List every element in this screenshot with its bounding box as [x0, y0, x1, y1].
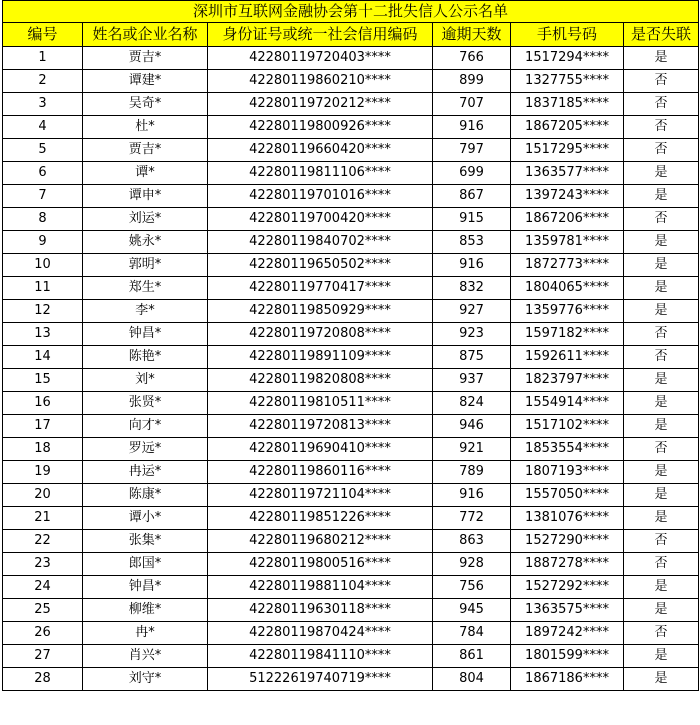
- cell-number: 20: [3, 484, 83, 507]
- cell-overdue-days: 915: [433, 208, 511, 231]
- cell-number: 14: [3, 346, 83, 369]
- table-row: [3, 277, 699, 300]
- header-unreachable: 是否失联: [624, 23, 699, 47]
- cell-number: 2: [3, 70, 83, 93]
- cell-number: 4: [3, 116, 83, 139]
- table-row: [3, 507, 699, 530]
- header-name: 姓名或企业名称: [83, 23, 208, 47]
- cell-id-code: 42280119720212****: [208, 93, 433, 116]
- cell-number: 5: [3, 139, 83, 162]
- cell-unreachable: 否: [624, 553, 699, 576]
- cell-unreachable: 否: [624, 208, 699, 231]
- cell-name: 李*: [83, 300, 208, 323]
- cell-name: 杜*: [83, 116, 208, 139]
- cell-number: 8: [3, 208, 83, 231]
- table-row: [3, 576, 699, 599]
- cell-name: 罗远*: [83, 438, 208, 461]
- table-row: [3, 622, 699, 645]
- cell-unreachable: 是: [624, 231, 699, 254]
- header-id-code: 身份证号或统一社会信用编码: [208, 23, 433, 47]
- cell-id-code: 42280119680212****: [208, 530, 433, 553]
- cell-id-code: 42280119720403****: [208, 47, 433, 70]
- header-row: [3, 23, 699, 47]
- cell-overdue-days: 875: [433, 346, 511, 369]
- cell-id-code: 42280119690410****: [208, 438, 433, 461]
- cell-overdue-days: 804: [433, 668, 511, 691]
- table-row: [3, 415, 699, 438]
- cell-overdue-days: 756: [433, 576, 511, 599]
- cell-overdue-days: 916: [433, 484, 511, 507]
- cell-name: 向才*: [83, 415, 208, 438]
- cell-overdue-days: 853: [433, 231, 511, 254]
- cell-overdue-days: 946: [433, 415, 511, 438]
- cell-overdue-days: 928: [433, 553, 511, 576]
- table-row: [3, 530, 699, 553]
- cell-phone: 1867186****: [511, 668, 624, 691]
- cell-name: 冉运*: [83, 461, 208, 484]
- table-row: [3, 599, 699, 622]
- cell-overdue-days: 899: [433, 70, 511, 93]
- cell-overdue-days: 937: [433, 369, 511, 392]
- table-row: [3, 139, 699, 162]
- table-row: [3, 392, 699, 415]
- cell-phone: 1801599****: [511, 645, 624, 668]
- cell-overdue-days: 867: [433, 185, 511, 208]
- cell-id-code: 42280119850929****: [208, 300, 433, 323]
- cell-id-code: 42280119811106****: [208, 162, 433, 185]
- cell-id-code: 42280119860210****: [208, 70, 433, 93]
- cell-unreachable: 是: [624, 277, 699, 300]
- cell-phone: 1527292****: [511, 576, 624, 599]
- cell-phone: 1853554****: [511, 438, 624, 461]
- table-row: [3, 346, 699, 369]
- cell-phone: 1887278****: [511, 553, 624, 576]
- table-row: [3, 231, 699, 254]
- table-row: [3, 116, 699, 139]
- cell-id-code: 42280119891109****: [208, 346, 433, 369]
- cell-number: 21: [3, 507, 83, 530]
- cell-number: 17: [3, 415, 83, 438]
- cell-unreachable: 是: [624, 507, 699, 530]
- cell-overdue-days: 832: [433, 277, 511, 300]
- cell-unreachable: 否: [624, 530, 699, 553]
- cell-phone: 1363575****: [511, 599, 624, 622]
- cell-overdue-days: 699: [433, 162, 511, 185]
- table-row: [3, 208, 699, 231]
- header-number: 编号: [3, 23, 83, 47]
- cell-id-code: 42280119720808****: [208, 323, 433, 346]
- cell-phone: 1867206****: [511, 208, 624, 231]
- cell-unreachable: 是: [624, 576, 699, 599]
- table-row: [3, 668, 699, 691]
- cell-phone: 1381076****: [511, 507, 624, 530]
- cell-unreachable: 是: [624, 254, 699, 277]
- cell-id-code: 42280119700420****: [208, 208, 433, 231]
- cell-unreachable: 是: [624, 185, 699, 208]
- table-row: [3, 553, 699, 576]
- cell-id-code: 42280119851226****: [208, 507, 433, 530]
- table-row: [3, 323, 699, 346]
- cell-name: 郎国*: [83, 553, 208, 576]
- cell-name: 钟昌*: [83, 576, 208, 599]
- cell-overdue-days: 945: [433, 599, 511, 622]
- cell-phone: 1517294****: [511, 47, 624, 70]
- cell-overdue-days: 863: [433, 530, 511, 553]
- cell-number: 27: [3, 645, 83, 668]
- cell-id-code: 42280119800926****: [208, 116, 433, 139]
- cell-id-code: 42280119841110****: [208, 645, 433, 668]
- cell-unreachable: 是: [624, 300, 699, 323]
- cell-unreachable: 否: [624, 116, 699, 139]
- cell-unreachable: 否: [624, 139, 699, 162]
- table-row: [3, 70, 699, 93]
- cell-name: 贾吉*: [83, 139, 208, 162]
- table-row: [3, 254, 699, 277]
- cell-overdue-days: 797: [433, 139, 511, 162]
- table-row: [3, 47, 699, 70]
- cell-phone: 1554914****: [511, 392, 624, 415]
- cell-number: 22: [3, 530, 83, 553]
- cell-unreachable: 否: [624, 622, 699, 645]
- cell-name: 刘守*: [83, 668, 208, 691]
- title-row: [3, 1, 699, 23]
- cell-name: 张集*: [83, 530, 208, 553]
- cell-phone: 1517295****: [511, 139, 624, 162]
- cell-phone: 1597182****: [511, 323, 624, 346]
- cell-id-code: 42280119701016****: [208, 185, 433, 208]
- cell-unreachable: 是: [624, 461, 699, 484]
- cell-id-code: 42280119860116****: [208, 461, 433, 484]
- table-row: [3, 461, 699, 484]
- cell-overdue-days: 923: [433, 323, 511, 346]
- table-row: [3, 185, 699, 208]
- blacklist-table: [2, 0, 699, 691]
- cell-phone: 1359776****: [511, 300, 624, 323]
- cell-unreachable: 否: [624, 346, 699, 369]
- cell-id-code: 51222619740719****: [208, 668, 433, 691]
- cell-id-code: 42280119810511****: [208, 392, 433, 415]
- table-row: [3, 162, 699, 185]
- cell-overdue-days: 921: [433, 438, 511, 461]
- cell-number: 10: [3, 254, 83, 277]
- cell-id-code: 42280119770417****: [208, 277, 433, 300]
- cell-phone: 1804065****: [511, 277, 624, 300]
- cell-number: 19: [3, 461, 83, 484]
- cell-name: 郭明*: [83, 254, 208, 277]
- cell-phone: 1823797****: [511, 369, 624, 392]
- cell-number: 25: [3, 599, 83, 622]
- cell-phone: 1837185****: [511, 93, 624, 116]
- cell-name: 柳维*: [83, 599, 208, 622]
- cell-phone: 1363577****: [511, 162, 624, 185]
- table-row: [3, 438, 699, 461]
- cell-number: 6: [3, 162, 83, 185]
- cell-id-code: 42280119820808****: [208, 369, 433, 392]
- cell-unreachable: 是: [624, 415, 699, 438]
- cell-name: 肖兴*: [83, 645, 208, 668]
- cell-name: 刘*: [83, 369, 208, 392]
- table-row: [3, 369, 699, 392]
- cell-name: 刘运*: [83, 208, 208, 231]
- cell-number: 12: [3, 300, 83, 323]
- cell-unreachable: 是: [624, 162, 699, 185]
- cell-id-code: 42280119720813****: [208, 415, 433, 438]
- table-title: 深圳市互联网金融协会第十二批失信人公示名单: [3, 1, 699, 23]
- cell-number: 1: [3, 47, 83, 70]
- cell-name: 张贤*: [83, 392, 208, 415]
- cell-phone: 1327755****: [511, 70, 624, 93]
- cell-number: 23: [3, 553, 83, 576]
- cell-number: 13: [3, 323, 83, 346]
- cell-id-code: 42280119630118****: [208, 599, 433, 622]
- table-row: [3, 93, 699, 116]
- cell-phone: 1397243****: [511, 185, 624, 208]
- cell-number: 11: [3, 277, 83, 300]
- cell-phone: 1872773****: [511, 254, 624, 277]
- cell-name: 贾吉*: [83, 47, 208, 70]
- cell-phone: 1527290****: [511, 530, 624, 553]
- cell-id-code: 42280119721104****: [208, 484, 433, 507]
- cell-number: 7: [3, 185, 83, 208]
- cell-overdue-days: 916: [433, 254, 511, 277]
- cell-unreachable: 否: [624, 70, 699, 93]
- cell-unreachable: 否: [624, 323, 699, 346]
- cell-phone: 1592611****: [511, 346, 624, 369]
- cell-id-code: 42280119650502****: [208, 254, 433, 277]
- cell-name: 姚永*: [83, 231, 208, 254]
- cell-id-code: 42280119881104****: [208, 576, 433, 599]
- table-row: [3, 645, 699, 668]
- cell-id-code: 42280119840702****: [208, 231, 433, 254]
- cell-name: 谭申*: [83, 185, 208, 208]
- table-row: [3, 484, 699, 507]
- cell-id-code: 42280119800516****: [208, 553, 433, 576]
- cell-overdue-days: 916: [433, 116, 511, 139]
- cell-unreachable: 是: [624, 369, 699, 392]
- cell-phone: 1807193****: [511, 461, 624, 484]
- cell-name: 谭*: [83, 162, 208, 185]
- cell-number: 26: [3, 622, 83, 645]
- cell-number: 16: [3, 392, 83, 415]
- cell-name: 谭建*: [83, 70, 208, 93]
- header-phone: 手机号码: [511, 23, 624, 47]
- cell-unreachable: 是: [624, 599, 699, 622]
- cell-overdue-days: 824: [433, 392, 511, 415]
- cell-name: 钟昌*: [83, 323, 208, 346]
- cell-overdue-days: 766: [433, 47, 511, 70]
- cell-name: 陈艳*: [83, 346, 208, 369]
- cell-unreachable: 是: [624, 645, 699, 668]
- cell-overdue-days: 861: [433, 645, 511, 668]
- cell-unreachable: 否: [624, 93, 699, 116]
- cell-unreachable: 是: [624, 392, 699, 415]
- cell-name: 郑生*: [83, 277, 208, 300]
- cell-overdue-days: 927: [433, 300, 511, 323]
- cell-overdue-days: 789: [433, 461, 511, 484]
- cell-number: 24: [3, 576, 83, 599]
- cell-overdue-days: 772: [433, 507, 511, 530]
- cell-name: 陈康*: [83, 484, 208, 507]
- table-row: [3, 300, 699, 323]
- cell-phone: 1867205****: [511, 116, 624, 139]
- cell-phone: 1557050****: [511, 484, 624, 507]
- cell-number: 3: [3, 93, 83, 116]
- header-overdue-days: 逾期天数: [433, 23, 511, 47]
- cell-number: 15: [3, 369, 83, 392]
- cell-unreachable: 是: [624, 484, 699, 507]
- cell-number: 9: [3, 231, 83, 254]
- cell-number: 18: [3, 438, 83, 461]
- cell-overdue-days: 707: [433, 93, 511, 116]
- cell-name: 吴奇*: [83, 93, 208, 116]
- cell-overdue-days: 784: [433, 622, 511, 645]
- cell-id-code: 42280119870424****: [208, 622, 433, 645]
- cell-number: 28: [3, 668, 83, 691]
- cell-phone: 1897242****: [511, 622, 624, 645]
- cell-name: 冉*: [83, 622, 208, 645]
- cell-name: 谭小*: [83, 507, 208, 530]
- cell-unreachable: 否: [624, 438, 699, 461]
- cell-unreachable: 是: [624, 668, 699, 691]
- cell-unreachable: 是: [624, 47, 699, 70]
- cell-phone: 1517102****: [511, 415, 624, 438]
- cell-id-code: 42280119660420****: [208, 139, 433, 162]
- cell-phone: 1359781****: [511, 231, 624, 254]
